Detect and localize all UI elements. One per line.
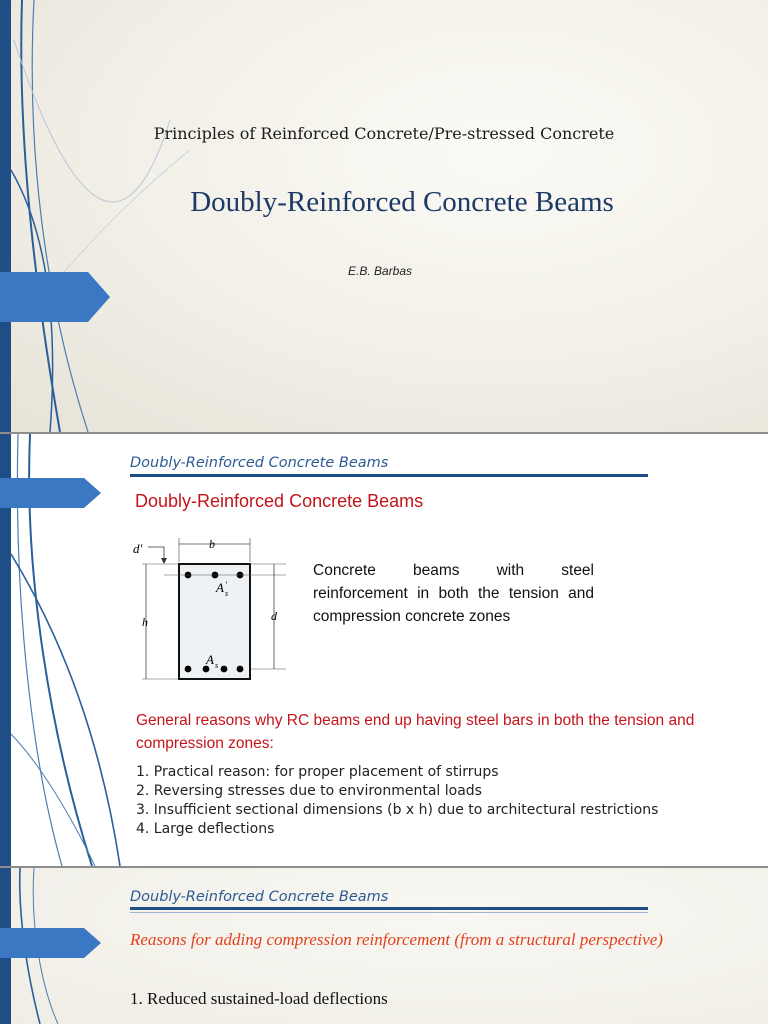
subtitle-kicker: Principles of Reinforced Concrete/Pre-stressed Concrete bbox=[153, 124, 615, 143]
reasons-heading: General reasons why RC beams end up having steel bars in both the tension and compression zones: bbox=[136, 712, 695, 752]
slide-header: Doubly-Reinforced Concrete Beams bbox=[130, 455, 389, 471]
arrow-shape bbox=[0, 272, 112, 322]
header-rule bbox=[130, 907, 648, 910]
h-label: h bbox=[142, 615, 148, 629]
header-rule bbox=[130, 474, 648, 477]
list-item: 3. Insufficient sectional dimensions (b x h) due to architectural restrictions bbox=[136, 802, 659, 818]
list-item: 1. Practical reason: for proper placement of stirrups bbox=[136, 764, 499, 780]
list-item: 1. Reduced sustained-load deflections bbox=[130, 989, 388, 1008]
title-slide bbox=[0, 0, 768, 432]
as-sub: s bbox=[215, 661, 219, 670]
third-slide bbox=[0, 868, 768, 1024]
content-slide bbox=[0, 434, 768, 866]
list-item: 2. Reversing stresses due to environmental loads bbox=[136, 783, 482, 799]
paragraph-line: compression concrete zones bbox=[313, 608, 511, 625]
slide-header: Doubly-Reinforced Concrete Beams bbox=[130, 889, 389, 905]
as-label: A bbox=[206, 652, 214, 667]
slide-title: Doubly-Reinforced Concrete Beams bbox=[190, 186, 614, 218]
b-label: b bbox=[209, 537, 215, 551]
arrow-shape bbox=[0, 928, 104, 958]
paragraph-line: reinforcement in both the tension and bbox=[313, 585, 594, 602]
d-prime-label: d′ bbox=[133, 541, 143, 556]
list-item: 4. Large deflections bbox=[136, 821, 275, 837]
reasons-list bbox=[136, 763, 658, 839]
as-prime-label: A bbox=[216, 580, 224, 595]
header-rule-thin bbox=[130, 912, 648, 913]
bottom-bar bbox=[221, 666, 228, 673]
bottom-bar bbox=[237, 666, 244, 673]
as-prime-sub: s bbox=[225, 589, 229, 598]
paragraph-line: Concrete beams with steel bbox=[313, 562, 594, 579]
reason-heading: Reasons for adding compression reinforcement (from a structural perspective) bbox=[130, 930, 663, 949]
arrow-shape bbox=[0, 478, 104, 508]
bottom-bar bbox=[185, 666, 192, 673]
as-prime-sup: ′ bbox=[225, 580, 227, 590]
author: E.B. Barbas bbox=[348, 264, 413, 278]
beam-cross-section-diagram bbox=[124, 534, 300, 684]
section-title: Doubly-Reinforced Concrete Beams bbox=[135, 491, 424, 511]
d-label: d bbox=[271, 609, 277, 623]
definition-paragraph bbox=[313, 559, 594, 628]
